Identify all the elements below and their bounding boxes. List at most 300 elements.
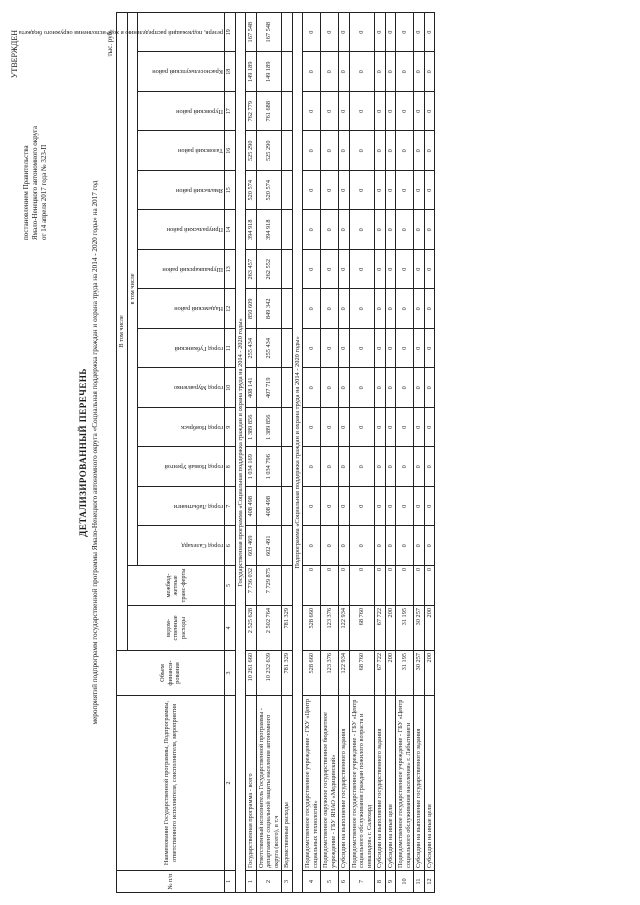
row-value: 0 xyxy=(303,329,321,369)
head-municipality xyxy=(138,92,225,132)
row-value: 262 552 xyxy=(256,250,282,290)
index-row xyxy=(225,12,236,892)
row-value: 0 xyxy=(349,250,375,290)
row-value xyxy=(282,566,293,606)
units-label: тыс. руб. xyxy=(106,30,114,57)
row-value: 7 736 032 xyxy=(246,566,257,606)
index-cell: 9 xyxy=(225,408,236,448)
head-municipality xyxy=(138,210,225,250)
table-row xyxy=(303,12,321,892)
municipality-label: Приуральский район xyxy=(166,226,223,234)
row-value: 0 xyxy=(339,566,350,606)
row-value xyxy=(282,171,293,211)
row-value: 123 376 xyxy=(321,651,339,696)
row-value: 0 xyxy=(339,487,350,527)
row-value: 0 xyxy=(375,250,386,290)
row-value: 0 xyxy=(349,487,375,527)
row-value xyxy=(282,526,293,566)
row-value: 520 574 xyxy=(256,171,282,211)
row-number: 12 xyxy=(424,871,435,893)
row-value: 0 xyxy=(375,210,386,250)
row-value: 0 xyxy=(424,52,435,92)
row-value: 122 934 xyxy=(339,606,350,651)
index-cell: 13 xyxy=(225,250,236,290)
row-name: Субсидии на выполнение государственного задания xyxy=(414,696,425,871)
index-cell: 1 xyxy=(225,871,236,893)
row-value: 167 548 xyxy=(246,12,257,52)
row-name: Субсидии на иные цели xyxy=(385,696,396,871)
row-value: 0 xyxy=(349,210,375,250)
row-value: 0 xyxy=(424,447,435,487)
row-value xyxy=(282,447,293,487)
row-value: 0 xyxy=(303,12,321,52)
row-value: 0 xyxy=(396,210,414,250)
row-value: 0 xyxy=(385,92,396,132)
row-value: 0 xyxy=(396,329,414,369)
row-value: 0 xyxy=(349,171,375,211)
row-value: 0 xyxy=(375,12,386,52)
section-row xyxy=(292,12,303,892)
row-value: 0 xyxy=(321,131,339,171)
row-value: 525 290 xyxy=(246,131,257,171)
table-row xyxy=(424,12,435,892)
row-value: 0 xyxy=(385,487,396,527)
row-value: 149 189 xyxy=(246,52,257,92)
row-value: 0 xyxy=(414,52,425,92)
row-value xyxy=(282,329,293,369)
row-value: 0 xyxy=(375,487,386,527)
row-value: 0 xyxy=(396,171,414,211)
head-dept: ведом-ственные расходы xyxy=(127,606,225,651)
row-value: 0 xyxy=(385,12,396,52)
head-municipality xyxy=(138,408,225,448)
row-value: 0 xyxy=(424,368,435,408)
row-value xyxy=(282,12,293,52)
table-row xyxy=(282,12,293,892)
row-value: 0 xyxy=(396,566,414,606)
row-value: 0 xyxy=(375,289,386,329)
municipality-label: Надымский район xyxy=(174,305,223,313)
row-value xyxy=(282,52,293,92)
row-value: 0 xyxy=(414,408,425,448)
row-value: 0 xyxy=(303,289,321,329)
row-value: 0 xyxy=(424,526,435,566)
row-value: 0 xyxy=(321,210,339,250)
row-value: 0 xyxy=(385,52,396,92)
row-value: 0 xyxy=(321,12,339,52)
row-value: 0 xyxy=(424,566,435,606)
row-value: 122 934 xyxy=(339,651,350,696)
index-cell: 7 xyxy=(225,487,236,527)
row-value: 0 xyxy=(424,329,435,369)
row-value: 0 xyxy=(396,408,414,448)
row-value: 30 257 xyxy=(414,606,425,651)
row-value: 255 434 xyxy=(246,329,257,369)
row-value: 0 xyxy=(375,52,386,92)
row-value: 200 xyxy=(385,651,396,696)
row-value: 0 xyxy=(321,566,339,606)
row-value: 0 xyxy=(424,210,435,250)
row-value: 7 729 875 xyxy=(256,566,282,606)
index-cell: 17 xyxy=(225,92,236,132)
index-cell: 12 xyxy=(225,289,236,329)
row-value: 31 195 xyxy=(396,606,414,651)
table-row xyxy=(375,12,386,892)
row-value: 781 329 xyxy=(282,651,293,696)
row-value: 0 xyxy=(303,447,321,487)
row-number: 8 xyxy=(375,871,386,893)
row-value: 0 xyxy=(339,52,350,92)
row-value: 0 xyxy=(339,329,350,369)
row-value: 0 xyxy=(303,92,321,132)
row-value: 0 xyxy=(414,250,425,290)
table-row xyxy=(414,12,425,892)
section-title: Подпрограмма «Социальная поддержка граждан и охрана труда на 2014 - 2020 годы» xyxy=(292,12,303,892)
row-value: 0 xyxy=(349,526,375,566)
row-value: 0 xyxy=(385,171,396,211)
row-value: 0 xyxy=(349,329,375,369)
row-value: 0 xyxy=(414,12,425,52)
municipality-label: Тазовский район xyxy=(177,147,223,155)
row-value xyxy=(282,289,293,329)
row-value: 0 xyxy=(414,447,425,487)
head-municipality xyxy=(138,526,225,566)
row-value: 0 xyxy=(414,92,425,132)
row-name: Субсидии на выполнение государственного задания xyxy=(375,696,386,871)
row-value: 0 xyxy=(303,52,321,92)
table-row xyxy=(396,12,414,892)
row-value: 0 xyxy=(385,329,396,369)
table-row xyxy=(349,12,375,892)
row-value: 0 xyxy=(339,12,350,52)
head-total: Объем финанси-рования xyxy=(117,651,225,696)
row-value: 0 xyxy=(321,289,339,329)
table-row xyxy=(385,12,396,892)
row-name: Ответственный исполнитель Государственной программы - департамент социальной защиты населения автономного округа (всего), в т.ч xyxy=(256,696,282,871)
row-value: 0 xyxy=(396,487,414,527)
row-value: 2 502 764 xyxy=(256,606,282,651)
row-value: 0 xyxy=(385,210,396,250)
row-value: 0 xyxy=(375,447,386,487)
row-value: 0 xyxy=(414,487,425,527)
row-value: 0 xyxy=(339,171,350,211)
row-value: 408 141 xyxy=(246,368,257,408)
head-municipality xyxy=(138,447,225,487)
row-value: 0 xyxy=(396,52,414,92)
index-cell: 10 xyxy=(225,368,236,408)
row-value: 200 xyxy=(424,606,435,651)
approval-line: постановлением Правительства xyxy=(22,145,30,240)
row-name: Субсидии на выполнение государственного задания xyxy=(339,696,350,871)
row-value: 0 xyxy=(385,566,396,606)
row-value: 528 660 xyxy=(303,651,321,696)
row-value: 0 xyxy=(424,131,435,171)
index-cell: 11 xyxy=(225,329,236,369)
row-value: 849 342 xyxy=(256,289,282,329)
row-value: 0 xyxy=(375,329,386,369)
row-value: 0 xyxy=(414,368,425,408)
approval-line: Ямало-Ненецкого автономного округа xyxy=(31,125,39,240)
row-value: 0 xyxy=(375,92,386,132)
row-value: 762 779 xyxy=(246,92,257,132)
row-value: 0 xyxy=(339,131,350,171)
row-number: 9 xyxy=(385,871,396,893)
row-value: 30 257 xyxy=(414,651,425,696)
row-value: 0 xyxy=(339,92,350,132)
row-value: 0 xyxy=(414,329,425,369)
row-value: 1 389 856 xyxy=(256,408,282,448)
row-name: Подведомственное государственное учреждение - ГБУ «Центр социального обслуживания граждан пожилого возраста и инвалидов» г. Салехард xyxy=(349,696,375,871)
row-value: 68 760 xyxy=(349,606,375,651)
row-value: 0 xyxy=(375,566,386,606)
row-value: 0 xyxy=(339,210,350,250)
row-value: 0 xyxy=(396,12,414,52)
row-value xyxy=(282,250,293,290)
head-incl: В том числе xyxy=(117,12,128,650)
municipality-label: Ямальский район xyxy=(175,187,223,194)
table-row xyxy=(256,12,282,892)
municipality-label: резерв, подлежащий распределению в ходе исполнения окружного бюджета xyxy=(18,28,223,36)
head-municipality xyxy=(138,171,225,211)
row-value: 2 525 628 xyxy=(246,606,257,651)
row-value: 407 719 xyxy=(256,368,282,408)
row-value: 0 xyxy=(321,408,339,448)
document-title: ДЕТАЛИЗИРОВАННЫЙ ПЕРЕЧЕНЬ xyxy=(78,368,88,537)
row-value: 0 xyxy=(321,447,339,487)
index-cell: 6 xyxy=(225,526,236,566)
row-name: Подведомственное государственное учреждение - ГКУ «Центр социальных технологий» xyxy=(303,696,321,871)
row-value: 0 xyxy=(396,131,414,171)
row-value: 761 688 xyxy=(256,92,282,132)
row-value: 0 xyxy=(396,289,414,329)
row-name: Государственная программа - всего xyxy=(246,696,257,871)
row-value: 200 xyxy=(385,606,396,651)
row-value: 0 xyxy=(349,92,375,132)
row-value: 0 xyxy=(321,52,339,92)
row-value: 0 xyxy=(303,368,321,408)
row-value: 0 xyxy=(339,447,350,487)
head-municipality xyxy=(138,289,225,329)
row-value: 0 xyxy=(375,408,386,448)
row-value: 0 xyxy=(321,92,339,132)
row-value: 263 457 xyxy=(246,250,257,290)
approval-line: от 14 апреля 2017 года № 323-П xyxy=(40,144,48,240)
row-value: 0 xyxy=(339,526,350,566)
row-value: 528 660 xyxy=(303,606,321,651)
row-value: 0 xyxy=(414,289,425,329)
row-value: 0 xyxy=(321,368,339,408)
row-value: 0 xyxy=(385,526,396,566)
row-value: 0 xyxy=(321,250,339,290)
row-value: 0 xyxy=(339,289,350,329)
row-value: 0 xyxy=(321,329,339,369)
row-value: 0 xyxy=(396,526,414,566)
row-value: 602 491 xyxy=(256,526,282,566)
row-value: 394 918 xyxy=(246,210,257,250)
row-value: 0 xyxy=(303,408,321,448)
row-value: 0 xyxy=(339,250,350,290)
row-value: 0 xyxy=(385,408,396,448)
row-value: 0 xyxy=(303,566,321,606)
row-value: 525 290 xyxy=(256,131,282,171)
row-value xyxy=(282,92,293,132)
row-value: 0 xyxy=(349,12,375,52)
head-municipality xyxy=(138,329,225,369)
row-value: 0 xyxy=(385,250,396,290)
municipality-label: Красноселькупский район xyxy=(152,68,223,76)
row-value: 0 xyxy=(424,12,435,52)
head-incl2: в том числе xyxy=(127,12,138,565)
index-cell: 5 xyxy=(225,566,236,606)
row-value: 0 xyxy=(396,250,414,290)
row-value: 67 722 xyxy=(375,651,386,696)
row-value: 394 918 xyxy=(256,210,282,250)
head-municipality xyxy=(138,487,225,527)
row-value xyxy=(282,210,293,250)
row-value: 68 760 xyxy=(349,651,375,696)
approval-block xyxy=(22,30,49,240)
row-number: 7 xyxy=(349,871,375,893)
table-row xyxy=(321,12,339,892)
row-value: 0 xyxy=(349,447,375,487)
index-cell: 15 xyxy=(225,171,236,211)
document-subtitle: мероприятий подпрограмм государственной программы Ямало-Ненецкого автономного округа «Социальная поддержка граждан и охрана труда на 2014 - 2020 годы» на 2017 год xyxy=(91,180,99,725)
municipality-label: город Новый Уренгой xyxy=(164,463,223,471)
row-value: 167 548 xyxy=(256,12,282,52)
head-municipality xyxy=(138,368,225,408)
index-cell: 3 xyxy=(225,651,236,696)
row-name: Подведомственное окружное государственное бюджетное учреждение - ГБУ ЯНАО «Медицинский» xyxy=(321,696,339,871)
row-value: 0 xyxy=(349,368,375,408)
row-value xyxy=(282,408,293,448)
row-value: 0 xyxy=(414,526,425,566)
row-value: 0 xyxy=(339,408,350,448)
row-value: 255 434 xyxy=(256,329,282,369)
table-row xyxy=(246,12,257,892)
row-value: 408 498 xyxy=(256,487,282,527)
index-cell: 18 xyxy=(225,52,236,92)
head-municipality xyxy=(138,131,225,171)
municipality-label: город Ноябрьск xyxy=(180,424,223,431)
row-value: 0 xyxy=(303,171,321,211)
row-value: 0 xyxy=(414,131,425,171)
row-value: 0 xyxy=(349,131,375,171)
municipality-label: город Салехард xyxy=(181,542,223,550)
row-value: 0 xyxy=(349,566,375,606)
row-value: 1 389 856 xyxy=(246,408,257,448)
row-value: 10 232 639 xyxy=(256,651,282,696)
row-value: 123 376 xyxy=(321,606,339,651)
section-row xyxy=(235,12,246,892)
municipality-label: город Муравленко xyxy=(173,384,223,392)
head-municipality xyxy=(138,52,225,92)
row-value: 0 xyxy=(424,487,435,527)
row-value xyxy=(282,131,293,171)
row-number: 6 xyxy=(339,871,350,893)
row-name: Подведомственное государственное учреждение - ГБУ «Центр социального обслуживания населения» г. Лабытнанги xyxy=(396,696,414,871)
municipality-label: город Лабытнанги xyxy=(173,503,223,510)
head-row xyxy=(117,12,128,892)
row-value: 520 574 xyxy=(246,171,257,211)
row-value: 0 xyxy=(424,171,435,211)
row-number: 10 xyxy=(396,871,414,893)
row-value xyxy=(282,487,293,527)
row-value: 0 xyxy=(321,171,339,211)
head-name: Наименование Государственной программы, Подпрограммы, ответственного исполнителя, соисполнителя, мероприятия xyxy=(117,696,225,871)
row-value: 781 329 xyxy=(282,606,293,651)
municipality-label: Пуровский район xyxy=(176,108,223,115)
row-name: Ведомственные расходы xyxy=(282,696,293,871)
row-number: 2 xyxy=(256,871,282,893)
row-value: 0 xyxy=(414,210,425,250)
municipality-label: город Губкинский xyxy=(174,345,223,352)
municipality-label: Шурышкарский район xyxy=(162,266,223,273)
row-value: 0 xyxy=(385,289,396,329)
row-value: 0 xyxy=(349,289,375,329)
row-value: 0 xyxy=(424,92,435,132)
row-value: 0 xyxy=(375,171,386,211)
index-cell: 4 xyxy=(225,606,236,651)
index-cell: 8 xyxy=(225,447,236,487)
row-value: 0 xyxy=(424,250,435,290)
row-number: 5 xyxy=(321,871,339,893)
row-value: 0 xyxy=(303,250,321,290)
row-value: 0 xyxy=(424,408,435,448)
row-value: 603 469 xyxy=(246,526,257,566)
row-value: 10 261 660 xyxy=(246,651,257,696)
row-value: 1 034 796 xyxy=(256,447,282,487)
row-value: 0 xyxy=(396,368,414,408)
row-value: 0 xyxy=(375,526,386,566)
row-value: 0 xyxy=(414,171,425,211)
row-value: 0 xyxy=(414,566,425,606)
approval-heading: УТВЕРЖДЕН xyxy=(10,30,19,79)
row-value: 31 195 xyxy=(396,651,414,696)
row-number: 3 xyxy=(282,871,293,893)
row-value: 0 xyxy=(424,289,435,329)
table-row xyxy=(339,12,350,892)
row-value: 0 xyxy=(396,92,414,132)
row-number: 1 xyxy=(246,871,257,893)
row-name: Субсидии на иные цели xyxy=(424,696,435,871)
row-value: 0 xyxy=(349,408,375,448)
row-value: 0 xyxy=(385,447,396,487)
section-title: Государственная программа «Социальная поддержка граждан и охрана труда на 2014 - 2020 годы» xyxy=(235,12,246,892)
row-number: 4 xyxy=(303,871,321,893)
row-value: 0 xyxy=(303,131,321,171)
row-value: 0 xyxy=(339,368,350,408)
row-value: 0 xyxy=(303,210,321,250)
row-value: 0 xyxy=(375,368,386,408)
row-value: 0 xyxy=(303,487,321,527)
head-num: № п/п xyxy=(117,871,225,893)
row-value: 0 xyxy=(385,131,396,171)
row-value: 0 xyxy=(321,526,339,566)
row-value: 408 498 xyxy=(246,487,257,527)
index-cell: 19 xyxy=(225,12,236,52)
row-value: 149 189 xyxy=(256,52,282,92)
row-value: 67 722 xyxy=(375,606,386,651)
row-value: 0 xyxy=(321,487,339,527)
row-value: 0 xyxy=(375,131,386,171)
row-value: 0 xyxy=(396,447,414,487)
row-value: 1 034 169 xyxy=(246,447,257,487)
row-value: 0 xyxy=(303,526,321,566)
index-cell: 16 xyxy=(225,131,236,171)
row-value xyxy=(282,368,293,408)
row-number: 11 xyxy=(414,871,425,893)
row-value: 0 xyxy=(349,52,375,92)
